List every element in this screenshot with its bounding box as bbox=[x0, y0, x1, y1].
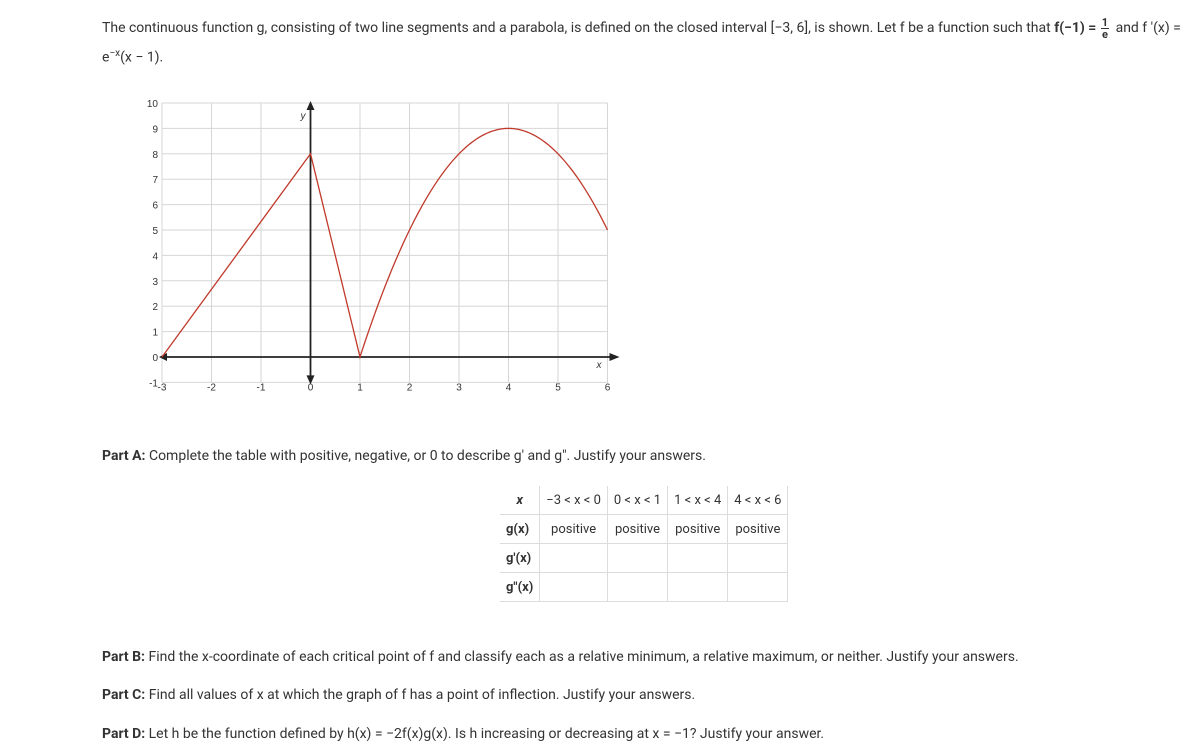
part-a-text: Complete the table with positive, negative, or 0 to describe g' and g". Justify your answers. bbox=[145, 448, 706, 464]
part-c bbox=[102, 687, 695, 703]
table-cell bbox=[607, 573, 667, 602]
x-tick-label: 6 bbox=[604, 382, 611, 394]
x-tick-label: 5 bbox=[555, 382, 561, 394]
part-c-label: Part C: bbox=[102, 687, 146, 703]
y-axis-label: y bbox=[300, 111, 306, 122]
fraction-numerator: 1 bbox=[1101, 15, 1109, 29]
x-tick-label: -1 bbox=[256, 382, 266, 394]
y-tick-label: 2 bbox=[152, 302, 158, 314]
derivative-text: and f '(x) = e bbox=[102, 20, 1181, 66]
row-label-g-double-prime: g"(x) bbox=[500, 573, 540, 602]
y-tick-label: 1 bbox=[152, 327, 158, 339]
table-cell bbox=[728, 573, 788, 602]
part-b-label: Part B: bbox=[102, 649, 146, 665]
fraction-denominator: e bbox=[1101, 27, 1108, 41]
x-tick-label: -3 bbox=[157, 382, 167, 394]
table-cell: positive bbox=[607, 515, 667, 544]
y-axis-arrow-up-icon bbox=[307, 101, 315, 110]
derivative-text-end: (x − 1). bbox=[120, 49, 164, 66]
table-cell bbox=[607, 544, 667, 573]
y-tick-label: -1 bbox=[149, 378, 158, 390]
y-tick-label: 9 bbox=[152, 124, 158, 136]
table-cell: positive bbox=[728, 515, 788, 544]
table-cell: positive bbox=[668, 515, 728, 544]
row-label-g-prime: g'(x) bbox=[500, 544, 540, 573]
y-tick-label: 5 bbox=[152, 226, 158, 237]
axes bbox=[159, 101, 620, 384]
table-row bbox=[500, 544, 788, 573]
x-tick-label: 0 bbox=[307, 382, 314, 394]
y-tick-label: 10 bbox=[146, 99, 158, 110]
table-cell bbox=[540, 544, 608, 573]
y-tick-label: 8 bbox=[152, 149, 158, 161]
y-tick-label: 3 bbox=[152, 276, 158, 288]
table-cell: positive bbox=[540, 515, 608, 544]
table-corner-x: x bbox=[500, 486, 540, 515]
y-tick-label: 4 bbox=[152, 251, 158, 263]
x-axis-arrow-right-icon bbox=[610, 353, 620, 361]
x-tick-label: 3 bbox=[456, 382, 462, 394]
part-b bbox=[102, 649, 1019, 665]
column-header: 1 < x < 4 bbox=[668, 486, 728, 515]
part-d bbox=[102, 726, 824, 742]
row-label-g: g(x) bbox=[500, 515, 540, 544]
part-c-text: Find all values of x at which the graph of f has a point of inflection. Justify your answers. bbox=[145, 687, 696, 703]
part-d-text: Let h be the function defined by h(x) = −2f(x)g(x). Is h increasing or decreasing at x = −1? Justify your answer. bbox=[145, 726, 825, 742]
intro-text: The continuous function g, consisting of two line segments and a parabola, is defined on the closed interval [−3, 6], is shown. Let f be a function such that bbox=[102, 20, 1055, 36]
column-header: 4 < x < 6 bbox=[728, 486, 788, 515]
grid bbox=[162, 103, 608, 382]
x-tick-label: 2 bbox=[406, 382, 413, 394]
x-tick-label: 4 bbox=[505, 382, 512, 394]
table-cell bbox=[728, 544, 788, 573]
table-row bbox=[500, 515, 788, 544]
part-b-text: Find the x-coordinate of each critical point of f and classify each as a relative minimum, a relative maximum, or neither. Justify your answers. bbox=[145, 649, 1019, 665]
table-cell bbox=[668, 573, 728, 602]
table-cell bbox=[540, 573, 608, 602]
y-tick-label: 7 bbox=[152, 175, 158, 187]
function-g-curve bbox=[162, 128, 608, 357]
table-header-row bbox=[500, 486, 788, 515]
y-tick-label: 6 bbox=[152, 200, 158, 212]
x-tick-label: 1 bbox=[357, 382, 363, 394]
part-d-label: Part D: bbox=[102, 726, 146, 742]
x-tick-label: -2 bbox=[207, 382, 216, 394]
part-a-label: Part A: bbox=[102, 448, 146, 464]
f-value-expression: f(−1) = bbox=[1054, 20, 1100, 36]
table-cell bbox=[668, 544, 728, 573]
y-tick-label: 0 bbox=[152, 353, 158, 364]
exponent: −x bbox=[109, 48, 121, 59]
x-axis-arrow-left-icon bbox=[159, 353, 167, 361]
column-header: −3 < x < 0 bbox=[540, 486, 608, 515]
sign-table bbox=[500, 486, 788, 602]
part-a bbox=[102, 448, 706, 464]
table-row bbox=[500, 573, 788, 602]
column-header: 0 < x < 1 bbox=[607, 486, 667, 515]
x-axis-label: x bbox=[596, 360, 602, 371]
tick-labels bbox=[147, 99, 611, 393]
